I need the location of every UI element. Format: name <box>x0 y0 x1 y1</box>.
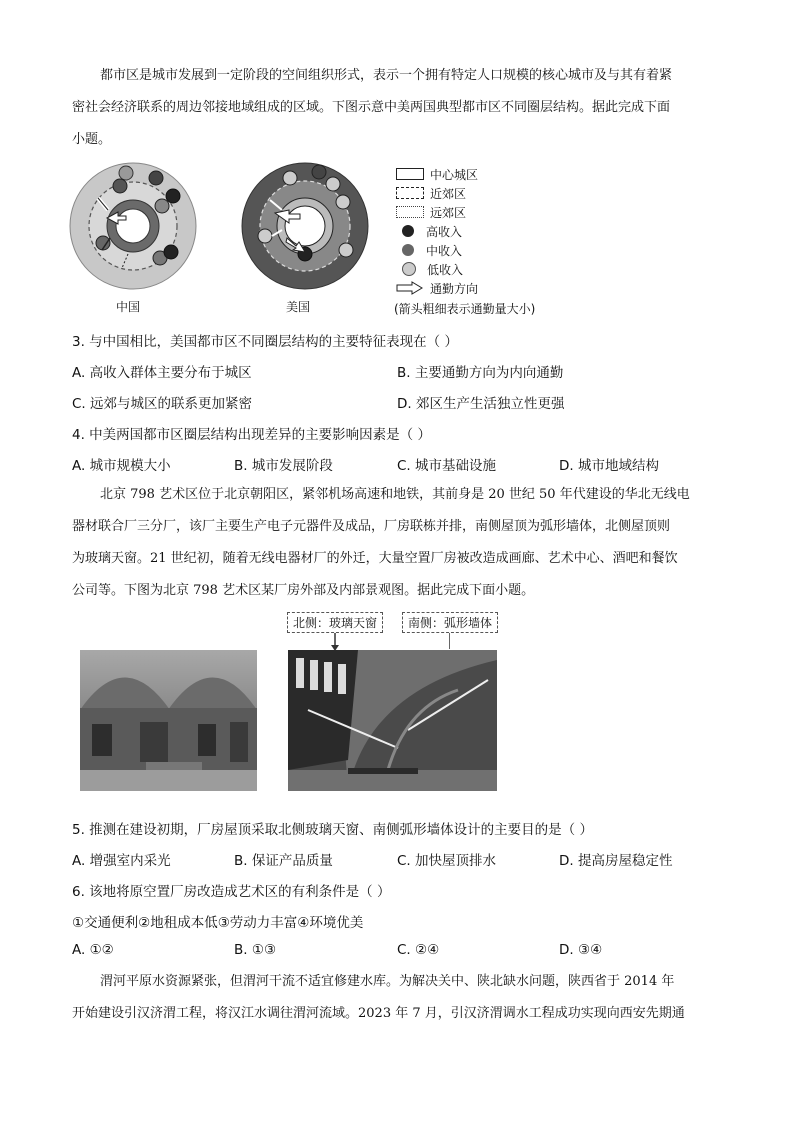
legend-mid <box>402 241 462 259</box>
q6-option-c: C. ②④ <box>397 942 440 958</box>
intro2-line2: 器材联合厂三分厂，该厂主要生产电子元器件及成品，厂房联栋并排，南侧屋顶为弧形墙体，北侧屋顶则 <box>72 519 671 534</box>
q6-option-b: B. ①③ <box>234 942 277 958</box>
dark-circle-icon <box>402 225 414 237</box>
q6-items: ①交通便利②地租成本低③劳动力丰富④环境优美 <box>72 915 364 931</box>
legend-near-label: 近郊区 <box>430 186 467 201</box>
q6-option-d: D. ③④ <box>559 942 603 958</box>
light-circle-icon <box>402 262 416 276</box>
dotted-box-icon <box>396 206 424 218</box>
q6-option-a: A. ①② <box>72 942 114 958</box>
intro3-line1: 渭河平原水资源紧张，但渭河干流不适宜修建水库。为解决关中、陕北缺水问题，陕西省于 2014 年 <box>100 974 675 989</box>
q6-stem: 6. 该地将原空置厂房改造成艺术区的有利条件是（ ） <box>72 884 391 900</box>
china-label: 中国 <box>116 300 141 314</box>
legend-note: (箭头粗细表示通勤量大小) <box>394 301 536 316</box>
legend-low-label: 低收入 <box>427 262 464 277</box>
intro2-line3: 为玻璃天窗。21 世纪初，随着无线电器材厂的外迁，大量空置厂房被改造成画廊、艺术中心、酒吧和餐饮 <box>72 551 678 566</box>
dashed-box-icon <box>396 187 424 199</box>
usa-ring-diagram <box>242 163 368 289</box>
factory-exterior-photo <box>80 650 257 791</box>
factory-interior-photo <box>288 650 497 791</box>
legend-near <box>396 184 466 202</box>
q3-option-b: B. 主要通勤方向为内向通勤 <box>397 365 564 381</box>
intro1-line3: 小题。 <box>72 132 112 147</box>
q4-stem: 4. 中美两国都市区圈层结构出现差异的主要影响因素是（ ） <box>72 427 431 443</box>
medium-circle-icon <box>402 244 414 256</box>
arrow-right-icon <box>396 281 424 295</box>
q3-stem: 3. 与中国相比，美国都市区不同圈层结构的主要特征表现在（ ） <box>72 334 458 350</box>
q4-option-d: D. 城市地域结构 <box>559 458 659 474</box>
q3-option-c: C. 远郊与城区的联系更加紧密 <box>72 396 253 412</box>
q5-option-c: C. 加快屋顶排水 <box>397 853 497 869</box>
q3-option-d: D. 郊区生产生活独立性更强 <box>397 396 565 412</box>
q4-option-a: A. 城市规模大小 <box>72 458 171 474</box>
q4-option-b: B. 城市发展阶段 <box>234 458 333 474</box>
intro3-line2: 开始建设引汉济渭工程，将汉江水调往渭河流域。2023 年 7 月，引汉济渭调水工程成功实现向西安先期通 <box>72 1006 685 1021</box>
q5-stem: 5. 推测在建设初期，厂房屋顶采取北侧玻璃天窗、南侧弧形墙体设计的主要目的是（ ） <box>72 822 593 838</box>
q5-option-d: D. 提高房屋稳定性 <box>559 853 673 869</box>
legend-center-label: 中心城区 <box>430 167 479 182</box>
legend-mid-label: 中收入 <box>426 243 463 258</box>
legend-arrow-label: 通勤方向 <box>430 281 479 296</box>
legend-center <box>396 165 478 183</box>
q5-option-a: A. 增强室内采光 <box>72 853 171 869</box>
intro1-line1: 都市区是城市发展到一定阶段的空间组织形式，表示一个拥有特定人口规模的核心城市及与其有着紧 <box>100 68 673 83</box>
solid-box-icon <box>396 168 424 180</box>
legend-far <box>396 203 466 221</box>
intro2-line4: 公司等。下图为北京 798 艺术区某厂房外部及内部景观图。据此完成下面小题。 <box>72 583 535 598</box>
q3-option-a: A. 高收入群体主要分布于城区 <box>72 365 252 381</box>
intro2-line1: 北京 798 艺术区位于北京朝阳区，紧邻机场高速和地铁，其前身是 20 世纪 50 年代建设的华北无线电 <box>100 487 690 502</box>
legend-high-label: 高收入 <box>426 224 463 239</box>
legend-far-label: 远郊区 <box>430 205 467 220</box>
legend-high <box>402 222 462 240</box>
q4-option-c: C. 城市基础设施 <box>397 458 497 474</box>
metro-ring-diagram <box>60 158 380 298</box>
north-skylight-tag: 北侧：玻璃天窗 <box>287 612 383 633</box>
legend-low <box>402 260 463 278</box>
q5-option-b: B. 保证产品质量 <box>234 853 333 869</box>
south-wall-tag: 南侧：弧形墙体 <box>402 612 498 633</box>
legend-arrow <box>396 279 478 297</box>
intro1-line2: 密社会经济联系的周边邻接地域组成的区域。下图示意中美两国典型都市区不同圈层结构。据此完成下面 <box>72 100 671 115</box>
usa-label: 美国 <box>286 300 311 314</box>
china-ring-diagram <box>70 163 196 289</box>
